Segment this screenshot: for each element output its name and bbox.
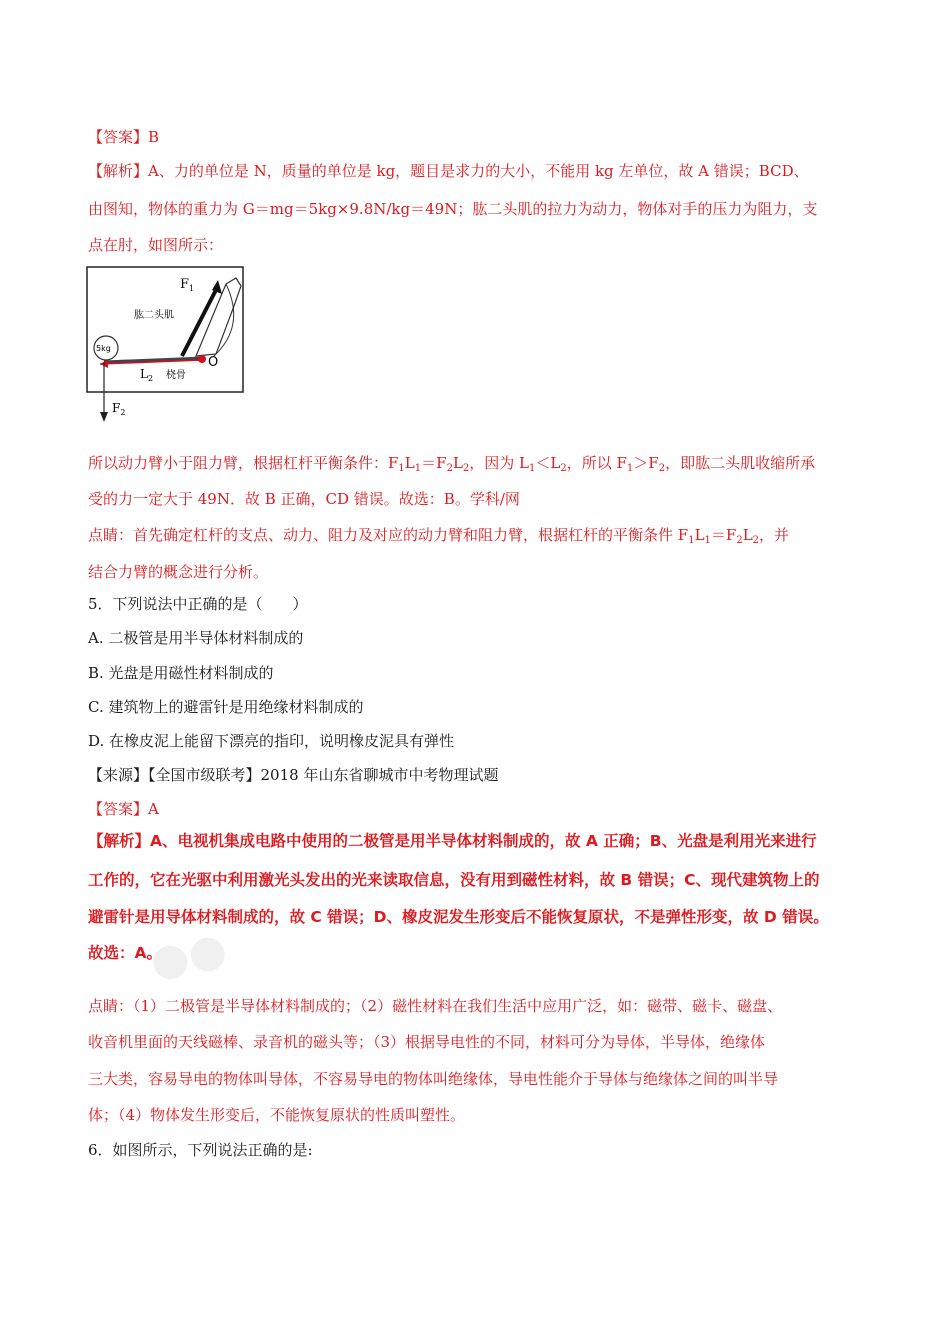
q4-analysis-line-3: 点在肘，如图所示： bbox=[88, 236, 224, 254]
q4-conclusion-line-2: 受的力一定大于 49N．故 B 正确，CD 错误。故选：B。学科/网 bbox=[88, 490, 520, 508]
q4-analysis-line-2: 由图知，物体的重力为 G＝mg＝5kg×9.8N/kg＝49N；肱二头肌的拉力为动力，物体对手的压力为阻力，支 bbox=[88, 200, 818, 218]
weight-label: 5kg bbox=[96, 344, 111, 353]
q5-tip-line-2: 收音机里面的天线磁棒、录音机的磁头等；（3）根据导电性的不同，材料可分为导体，半导体，绝缘体 bbox=[88, 1033, 766, 1051]
q4-conclusion-line-1: 所以动力臂小于阻力臂，根据杠杆平衡条件：$F_1L_1=F_2L_2$，因为 $L_1<L_2$，所以 $F_1>F_2$，即肱二头肌收缩所承 bbox=[88, 454, 816, 474]
q5-stem: 5．下列说法中正确的是（ ） bbox=[88, 595, 308, 613]
q5-option-c: C. 建筑物上的避雷针是用绝缘材料制成的 bbox=[88, 698, 364, 716]
q5-analysis-line-3: 避雷针是用导体材料制成的，故 C 错误；D、橡皮泥发生形变后不能恢复原状，不是弹性形变，故 D 错误。 bbox=[88, 908, 829, 926]
bone-label: 桡骨 bbox=[166, 370, 186, 381]
q4-answer: 【答案】B bbox=[88, 128, 160, 146]
q5-analysis-line-4: 故选：A。 bbox=[88, 944, 162, 962]
q5-option-a: A. 二极管是用半导体材料制成的 bbox=[88, 629, 304, 647]
f2-label: $F_2$ bbox=[112, 401, 126, 417]
q5-source: 【来源】【全国市级联考】2018 年山东省聊城市中考物理试题 bbox=[88, 766, 499, 784]
q4-tip-line-1: 点睛：首先确定杠杆的支点、动力、阻力及对应的动力臂和阻力臂，根据杠杆的平衡条件 $F_1L_1=F_2L_2$，并 bbox=[88, 526, 790, 546]
q5-tip-line-3: 三大类，容易导电的物体叫导体，不容易导电的物体叫绝缘体，导电性能介于导体与绝缘体之间的叫半导 bbox=[88, 1070, 779, 1088]
lever-arm-figure bbox=[86, 266, 256, 426]
q5-option-d: D. 在橡皮泥上能留下漂亮的指印，说明橡皮泥具有弹性 bbox=[88, 732, 455, 750]
pivot-label: O bbox=[208, 355, 219, 370]
q5-answer: 【答案】A bbox=[88, 800, 159, 818]
l2-label: $L_2$ bbox=[140, 367, 154, 383]
q5-option-b: B. 光盘是用磁性材料制成的 bbox=[88, 664, 274, 682]
muscle-label: 肱二头肌 bbox=[134, 310, 174, 321]
q4-analysis-line-1: 【解析】A、力的单位是 N，质量的单位是 kg，题目是求力的大小，不能用 kg 左单位，故 A 错误；BCD、 bbox=[88, 162, 809, 180]
q4-tip-line-2: 结合力臂的概念进行分析。 bbox=[88, 563, 269, 581]
q5-tip-line-1: 点睛：（1）二极管是半导体材料制成的；（2）磁性材料在我们生活中应用广泛，如：磁带、磁卡、磁盘、 bbox=[88, 997, 783, 1015]
watermark-left: ●● bbox=[145, 922, 232, 989]
f2-arrowhead bbox=[100, 412, 108, 422]
q5-analysis-line-2: 工作的，它在光驱中利用激光头发出的光来读取信息，没有用到磁性材料，故 B 错误；C、现代建筑物上的 bbox=[88, 871, 820, 889]
f1-label: $F_1$ bbox=[180, 277, 195, 293]
q5-analysis-line-1: 【解析】A、电视机集成电路中使用的二极管是用半导体材料制成的，故 A 正确；B、光盘是利用光来进行 bbox=[88, 832, 817, 850]
q5-tip-line-4: 体；（4）物体发生形变后，不能恢复原状的性质叫塑性。 bbox=[88, 1106, 466, 1124]
pivot-point bbox=[198, 355, 206, 363]
q6-stem: 6．如图所示，下列说法正确的是: bbox=[88, 1141, 313, 1159]
